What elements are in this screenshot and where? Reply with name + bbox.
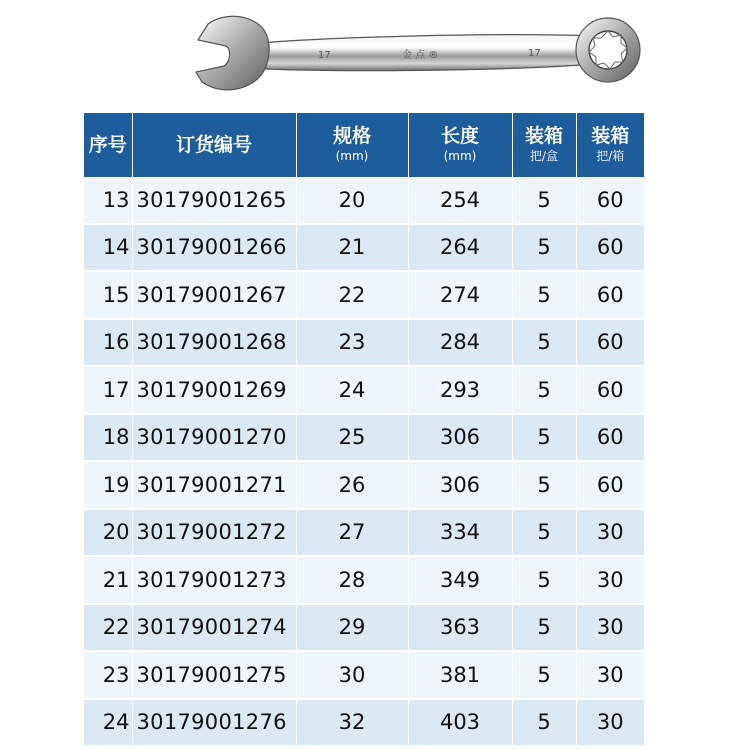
cell-size: 22 bbox=[296, 271, 408, 319]
spec-table bbox=[84, 113, 644, 747]
cell-pack-per-box: 5 bbox=[512, 319, 576, 367]
cell-seq: 13 bbox=[84, 177, 132, 224]
header-seq: 序号 bbox=[84, 113, 132, 177]
cell-length: 381 bbox=[408, 651, 512, 699]
cell-pack-per-box: 5 bbox=[512, 271, 576, 319]
cell-order-number: 30179001276 bbox=[132, 699, 296, 747]
cell-order-number: 30179001272 bbox=[132, 509, 296, 557]
cell-size: 24 bbox=[296, 366, 408, 414]
cell-length: 274 bbox=[408, 271, 512, 319]
cell-size: 20 bbox=[296, 177, 408, 224]
cell-length: 306 bbox=[408, 414, 512, 462]
cell-pack-per-box: 5 bbox=[512, 461, 576, 509]
cell-length: 284 bbox=[408, 319, 512, 367]
cell-length: 264 bbox=[408, 224, 512, 272]
cell-length: 306 bbox=[408, 461, 512, 509]
combination-wrench-image bbox=[188, 10, 648, 106]
header-order-number: 订货编号 bbox=[132, 113, 296, 177]
cell-seq: 24 bbox=[84, 699, 132, 747]
table-row bbox=[84, 699, 644, 747]
cell-pack-per-carton: 60 bbox=[576, 271, 644, 319]
cell-pack-per-box: 5 bbox=[512, 177, 576, 224]
cell-seq: 19 bbox=[84, 461, 132, 509]
cell-pack-per-carton: 60 bbox=[576, 224, 644, 272]
cell-length: 254 bbox=[408, 177, 512, 224]
cell-pack-per-carton: 60 bbox=[576, 414, 644, 462]
table-row bbox=[84, 319, 644, 367]
cell-order-number: 30179001270 bbox=[132, 414, 296, 462]
cell-length: 349 bbox=[408, 556, 512, 604]
cell-size: 23 bbox=[296, 319, 408, 367]
header-length: 长度 (mm) bbox=[408, 113, 512, 177]
cell-size: 28 bbox=[296, 556, 408, 604]
header-pack-per-box: 装箱 把/盒 bbox=[512, 113, 576, 177]
cell-pack-per-box: 5 bbox=[512, 604, 576, 652]
cell-order-number: 30179001271 bbox=[132, 461, 296, 509]
cell-size: 21 bbox=[296, 224, 408, 272]
cell-order-number: 30179001273 bbox=[132, 556, 296, 604]
cell-pack-per-box: 5 bbox=[512, 224, 576, 272]
cell-length: 363 bbox=[408, 604, 512, 652]
header-size: 规格 (mm) bbox=[296, 113, 408, 177]
stamp-size-right: 17 bbox=[528, 48, 541, 59]
cell-seq: 21 bbox=[84, 556, 132, 604]
cell-pack-per-box: 5 bbox=[512, 414, 576, 462]
table-row bbox=[84, 556, 644, 604]
cell-seq: 16 bbox=[84, 319, 132, 367]
cell-pack-per-carton: 60 bbox=[576, 366, 644, 414]
cell-pack-per-carton: 30 bbox=[576, 699, 644, 747]
header-row bbox=[84, 113, 644, 177]
cell-order-number: 30179001275 bbox=[132, 651, 296, 699]
cell-seq: 15 bbox=[84, 271, 132, 319]
cell-length: 403 bbox=[408, 699, 512, 747]
cell-pack-per-carton: 30 bbox=[576, 509, 644, 557]
cell-order-number: 30179001266 bbox=[132, 224, 296, 272]
cell-pack-per-box: 5 bbox=[512, 366, 576, 414]
cell-pack-per-box: 5 bbox=[512, 699, 576, 747]
header-pack-per-carton: 装箱 把/箱 bbox=[576, 113, 644, 177]
table-row bbox=[84, 651, 644, 699]
table-header bbox=[84, 113, 644, 177]
table-row bbox=[84, 509, 644, 557]
cell-pack-per-box: 5 bbox=[512, 556, 576, 604]
cell-length: 334 bbox=[408, 509, 512, 557]
cell-order-number: 30179001269 bbox=[132, 366, 296, 414]
cell-seq: 14 bbox=[84, 224, 132, 272]
cell-order-number: 30179001268 bbox=[132, 319, 296, 367]
cell-length: 293 bbox=[408, 366, 512, 414]
cell-pack-per-box: 5 bbox=[512, 509, 576, 557]
table-row bbox=[84, 366, 644, 414]
table-row bbox=[84, 461, 644, 509]
table-row bbox=[84, 177, 644, 224]
cell-seq: 20 bbox=[84, 509, 132, 557]
stamp-brand: 金 点 ® bbox=[402, 50, 439, 61]
cell-pack-per-carton: 60 bbox=[576, 461, 644, 509]
cell-seq: 17 bbox=[84, 366, 132, 414]
table-body bbox=[84, 177, 644, 746]
cell-seq: 23 bbox=[84, 651, 132, 699]
cell-size: 25 bbox=[296, 414, 408, 462]
cell-order-number: 30179001265 bbox=[132, 177, 296, 224]
cell-size: 30 bbox=[296, 651, 408, 699]
cell-size: 27 bbox=[296, 509, 408, 557]
cell-pack-per-box: 5 bbox=[512, 651, 576, 699]
cell-size: 26 bbox=[296, 461, 408, 509]
cell-order-number: 30179001267 bbox=[132, 271, 296, 319]
cell-seq: 18 bbox=[84, 414, 132, 462]
table-row bbox=[84, 271, 644, 319]
stamp-size-left: 17 bbox=[318, 50, 331, 61]
table-row bbox=[84, 224, 644, 272]
cell-order-number: 30179001274 bbox=[132, 604, 296, 652]
cell-size: 29 bbox=[296, 604, 408, 652]
cell-size: 32 bbox=[296, 699, 408, 747]
cell-pack-per-carton: 60 bbox=[576, 319, 644, 367]
cell-pack-per-carton: 30 bbox=[576, 556, 644, 604]
cell-pack-per-carton: 30 bbox=[576, 604, 644, 652]
table-row bbox=[84, 604, 644, 652]
cell-seq: 22 bbox=[84, 604, 132, 652]
table-row bbox=[84, 414, 644, 462]
cell-pack-per-carton: 30 bbox=[576, 651, 644, 699]
cell-pack-per-carton: 60 bbox=[576, 177, 644, 224]
